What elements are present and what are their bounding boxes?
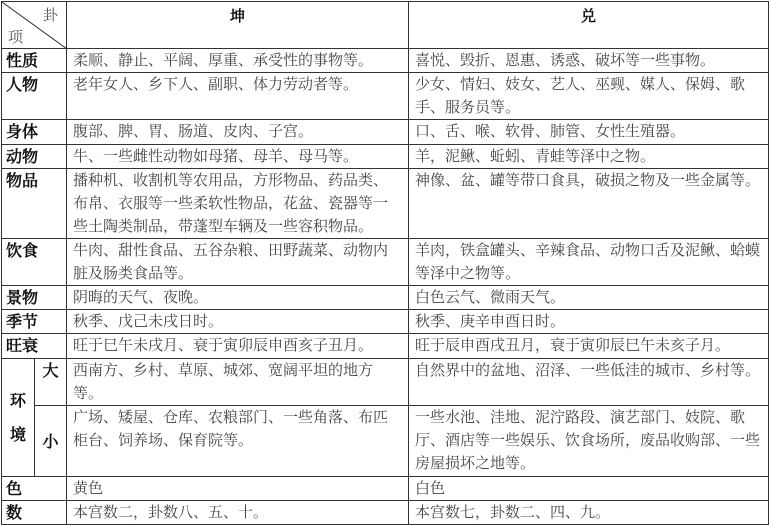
corner-bottom-label: 项: [8, 28, 24, 46]
table-row: [2, 145, 769, 169]
environment-big-label: 大: [35, 359, 67, 406]
kun-cell: 牛、一些雌性动物如母猪、母羊、母马等。: [67, 145, 409, 169]
table-row: [2, 49, 769, 73]
dui-cell: 神像、盆、罐等带口食具，破损之物及一些金属等。: [409, 169, 769, 239]
dui-cell: 口、舌、喉、软骨、肺管、女性生殖器。: [409, 120, 769, 145]
kun-cell: 本宫数二，卦数八、五、十。: [67, 501, 409, 525]
corner-top-label: 卦: [42, 6, 58, 24]
row-label: 景物: [2, 286, 67, 310]
dui-cell: 喜悦、毁折、恩惠、诱惑、破坏等一些事物。: [409, 49, 769, 73]
kun-cell: 老年女人、乡下人、副职、体力劳动者等。: [67, 73, 409, 120]
kun-cell: 阴晦的天气、夜晚。: [67, 286, 409, 310]
table-row: [2, 73, 769, 120]
environment-label-1: 环: [9, 390, 26, 410]
kun-cell: 秋季、戊己未戌日时。: [67, 310, 409, 334]
row-label: 饮食: [2, 239, 67, 286]
kun-cell: 牛肉、甜性食品、五谷杂粮、田野蔬菜、动物内脏及肠类食品等。: [67, 239, 409, 286]
kun-cell: 广场、矮屋、仓库、农粮部门、一些角落、布匹柜台、饲养场、保育院等。: [67, 406, 409, 477]
column-header-dui: 兑: [409, 2, 769, 49]
trigram-table: [1, 1, 769, 525]
kun-cell: 西南方、乡村、草原、城郊、宽阔平坦的地方等。: [67, 359, 409, 406]
header-row: [2, 2, 769, 49]
environment-small-label: 小: [35, 406, 67, 477]
dui-cell: 一些水池、洼地、泥泞路段、演艺部门、妓院、歌厅、酒店等一些娱乐、饮食场所，废品收购部、一些房屋损坏之地等。: [409, 406, 769, 477]
dui-cell: 白色: [409, 477, 769, 501]
row-label: 数: [2, 501, 67, 525]
environment-label-2: 境: [9, 424, 26, 444]
row-label: 人物: [2, 73, 67, 120]
row-label: 身体: [2, 120, 67, 145]
kun-cell: 旺于巳午未戌月、衰于寅卯辰申酉亥子丑月。: [67, 334, 409, 359]
table-row: [2, 239, 769, 286]
dui-cell: 本宫数七，卦数二、四、九。: [409, 501, 769, 525]
kun-cell: 柔顺、静止、平阔、厚重、承受性的事物等。: [67, 49, 409, 73]
kun-cell: 黄色: [67, 477, 409, 501]
kun-cell: 腹部、脾、胃、肠道、皮肉、子宫。: [67, 120, 409, 145]
dui-cell: 自然界中的盆地、沼泽、一些低洼的城市、乡村等。: [409, 359, 769, 406]
column-header-kun: 坤: [67, 2, 409, 49]
dui-cell: 羊，泥鳅、蚯蚓、青蛙等泽中之物。: [409, 145, 769, 169]
row-label: 旺衰: [2, 334, 67, 359]
kun-cell: 播种机、收割机等农用品，方形物品、药品类、布帛、衣服等一些柔软性物品，花盆、瓷器等一些土陶类制品，带蓬型车辆及一些容积物品。: [67, 169, 409, 239]
dui-cell: 羊肉，铁盒罐头、辛辣食品、动物口舌及泥鳅、蛤蟆等泽中之物等。: [409, 239, 769, 286]
table-row: [2, 169, 769, 239]
table-row: [2, 477, 769, 501]
dui-cell: 少女、情妇、妓女、艺人、巫觋、媒人、保姆、歌手、服务员等。: [409, 73, 769, 120]
environment-big-row: [2, 359, 769, 406]
dui-cell: 旺于辰申酉戌丑月，衰于寅卯辰巳午未亥子月。: [409, 334, 769, 359]
dui-cell: 秋季、庚辛申酉日时。: [409, 310, 769, 334]
table-row: [2, 120, 769, 145]
environment-small-row: [2, 406, 769, 477]
environment-label: [2, 359, 35, 477]
table-row: [2, 334, 769, 359]
table-row: [2, 310, 769, 334]
corner-cell: [2, 2, 67, 49]
row-label: 色: [2, 477, 67, 501]
table-row: [2, 286, 769, 310]
row-label: 动物: [2, 145, 67, 169]
row-label: 季节: [2, 310, 67, 334]
table-row: [2, 501, 769, 525]
row-label: 性质: [2, 49, 67, 73]
dui-cell: 白色云气、微雨天气。: [409, 286, 769, 310]
row-label: 物品: [2, 169, 67, 239]
